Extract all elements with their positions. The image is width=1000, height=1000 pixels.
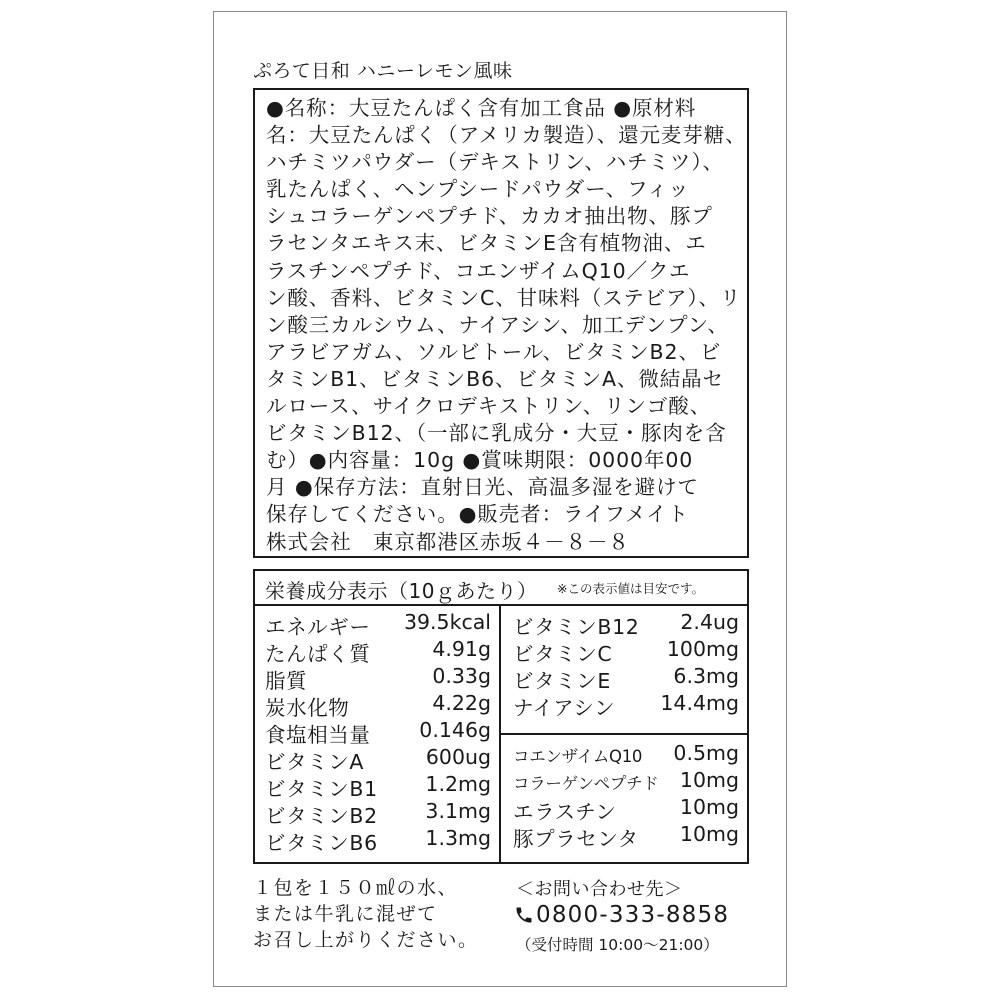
ingredients-line: 月 ●保存方法：直射日光、高温多湿を避けて — [266, 475, 699, 500]
nutrient-value: 39.5kcal — [403, 610, 491, 634]
nutrient-row — [513, 741, 739, 767]
nutrition-title: 栄養成分表示（10ｇあたり） — [265, 579, 538, 603]
nutrient-name: エラスチン — [513, 800, 617, 824]
nutrition-divider — [501, 733, 747, 735]
nutrient-row — [265, 610, 491, 639]
nutrient-value: 10mg — [679, 795, 739, 819]
ingredients-line: タミンB1、ビタミンB6、ビタミンA、微結晶セ — [266, 366, 724, 391]
nutrient-name: ビタミンB12 — [513, 615, 640, 639]
nutrient-name: 脂質 — [265, 669, 308, 693]
nutrient-row — [513, 691, 739, 720]
nutrient-row — [265, 799, 491, 828]
nutrient-name: ビタミンB2 — [265, 804, 378, 828]
nutrient-row — [513, 664, 739, 693]
nutrient-value: 10mg — [679, 768, 739, 792]
nutrient-name: たんぱく質 — [265, 642, 371, 666]
nutrient-row — [265, 772, 491, 801]
usage-line: または牛乳に混ぜて — [253, 903, 438, 925]
contact-phone — [514, 902, 729, 931]
nutrient-value: 1.2mg — [425, 772, 491, 796]
nutrition-table — [253, 569, 749, 864]
nutrient-name: 炭水化物 — [265, 696, 350, 720]
nutrient-name: 豚プラセンタ — [513, 827, 639, 851]
nutrient-row — [265, 826, 491, 855]
nutrient-row — [513, 637, 739, 666]
ingredients-line: シュコラーゲンペプチド、カカオ抽出物、豚プ — [266, 204, 713, 229]
nutrient-row — [513, 768, 739, 794]
nutrition-right-column — [501, 606, 747, 862]
contact-label: ＜お問い合わせ先＞ — [516, 879, 683, 900]
nutrient-row — [513, 795, 739, 824]
nutrient-value: 0.5mg — [673, 741, 739, 765]
nutrient-value: 0.146g — [419, 718, 491, 742]
nutrient-value: 4.22g — [432, 691, 491, 715]
nutrient-value: 10mg — [679, 822, 739, 846]
nutrient-row — [265, 718, 491, 747]
nutrient-value: 2.4ug — [680, 610, 739, 634]
nutrient-value: 14.4mg — [660, 691, 739, 715]
ingredients-line: ラスチンペプチド、コエンザイムQ10／クエ — [266, 258, 691, 283]
nutrient-value: 0.33g — [432, 664, 491, 688]
nutrient-name: コラーゲンペプチド — [513, 774, 659, 793]
nutrient-value: 1.3mg — [425, 826, 491, 850]
nutrient-name: ビタミンC — [513, 642, 613, 666]
nutrient-value: 600ug — [425, 745, 491, 769]
ingredients-line: む）●内容量：10g ●賞味期限：0000年00 — [266, 448, 694, 473]
ingredients-line: ラセンタエキス末、ビタミンE含有植物油、エ — [266, 231, 707, 256]
ingredients-line: 名：大豆たんぱく（アメリカ製造）、還元麦芽糖、 — [266, 123, 747, 148]
ingredients-line: ルロース、サイクロデキストリン、リンゴ酸、 — [266, 394, 712, 419]
nutrition-left-column — [255, 606, 501, 862]
ingredients-box — [253, 88, 749, 558]
ingredients-line: アラビアガム、ソルビトール、ビタミンB2、ビ — [266, 339, 722, 364]
ingredients-line: ビタミンB12、（一部に乳成分・大豆・豚肉を含 — [266, 421, 727, 446]
nutrient-row — [265, 691, 491, 720]
usage-line: お召し上がりください。 — [253, 929, 479, 951]
nutrient-name: ビタミンB6 — [265, 831, 378, 855]
ingredients-line: 乳たんぱく、ヘンプシードパウダー、フィッ — [266, 177, 690, 202]
phone-number: 0800-333-8858 — [536, 902, 730, 928]
product-title: ぷろて日和 ハニーレモン風味 — [253, 60, 513, 82]
nutrient-name: 食塩相当量 — [265, 723, 371, 747]
ingredients-line: ン酸、香料、ビタミンC、甘味料（ステビア）、リ — [266, 285, 742, 310]
nutrient-row — [265, 664, 491, 693]
nutrition-note: ※この表示値は目安です。 — [557, 581, 704, 596]
usage-instructions — [253, 875, 479, 953]
ingredients-line: ハチミツパウダー（デキストリン、ハチミツ）、 — [266, 150, 724, 175]
nutrient-name: コエンザイムQ10 — [513, 747, 643, 766]
nutrient-row — [513, 822, 739, 851]
nutrient-name: ビタミンB1 — [265, 777, 378, 801]
nutrient-value: 4.91g — [432, 637, 491, 661]
ingredients-line: ●名称：大豆たんぱく含有加工食品 ●原材料 — [266, 96, 697, 120]
ingredients-line: 保存してください。●販売者：ライフメイト — [266, 502, 689, 527]
nutrient-name: エネルギー — [265, 615, 371, 639]
nutrient-row — [265, 745, 491, 774]
phone-icon — [514, 905, 534, 931]
nutrition-header — [255, 571, 747, 606]
usage-line: １包を１５０㎖の水、 — [253, 877, 459, 899]
nutrient-name: ナイアシン — [513, 696, 616, 720]
nutrient-value: 3.1mg — [425, 799, 491, 823]
ingredients-line: ン酸三カルシウム、ナイアシン、加工デンプン、 — [266, 312, 729, 337]
contact-hours: （受付時間 10:00～21:00） — [516, 936, 719, 954]
nutrient-name: ビタミンA — [265, 750, 365, 774]
nutrient-name: ビタミンE — [513, 669, 611, 693]
nutrient-value: 6.3mg — [673, 664, 739, 688]
nutrient-row — [265, 637, 491, 666]
nutrient-value: 100mg — [666, 637, 739, 661]
nutrient-row — [513, 610, 739, 639]
ingredients-line: 株式会社 東京都港区赤坂４－８－８ — [266, 529, 630, 554]
